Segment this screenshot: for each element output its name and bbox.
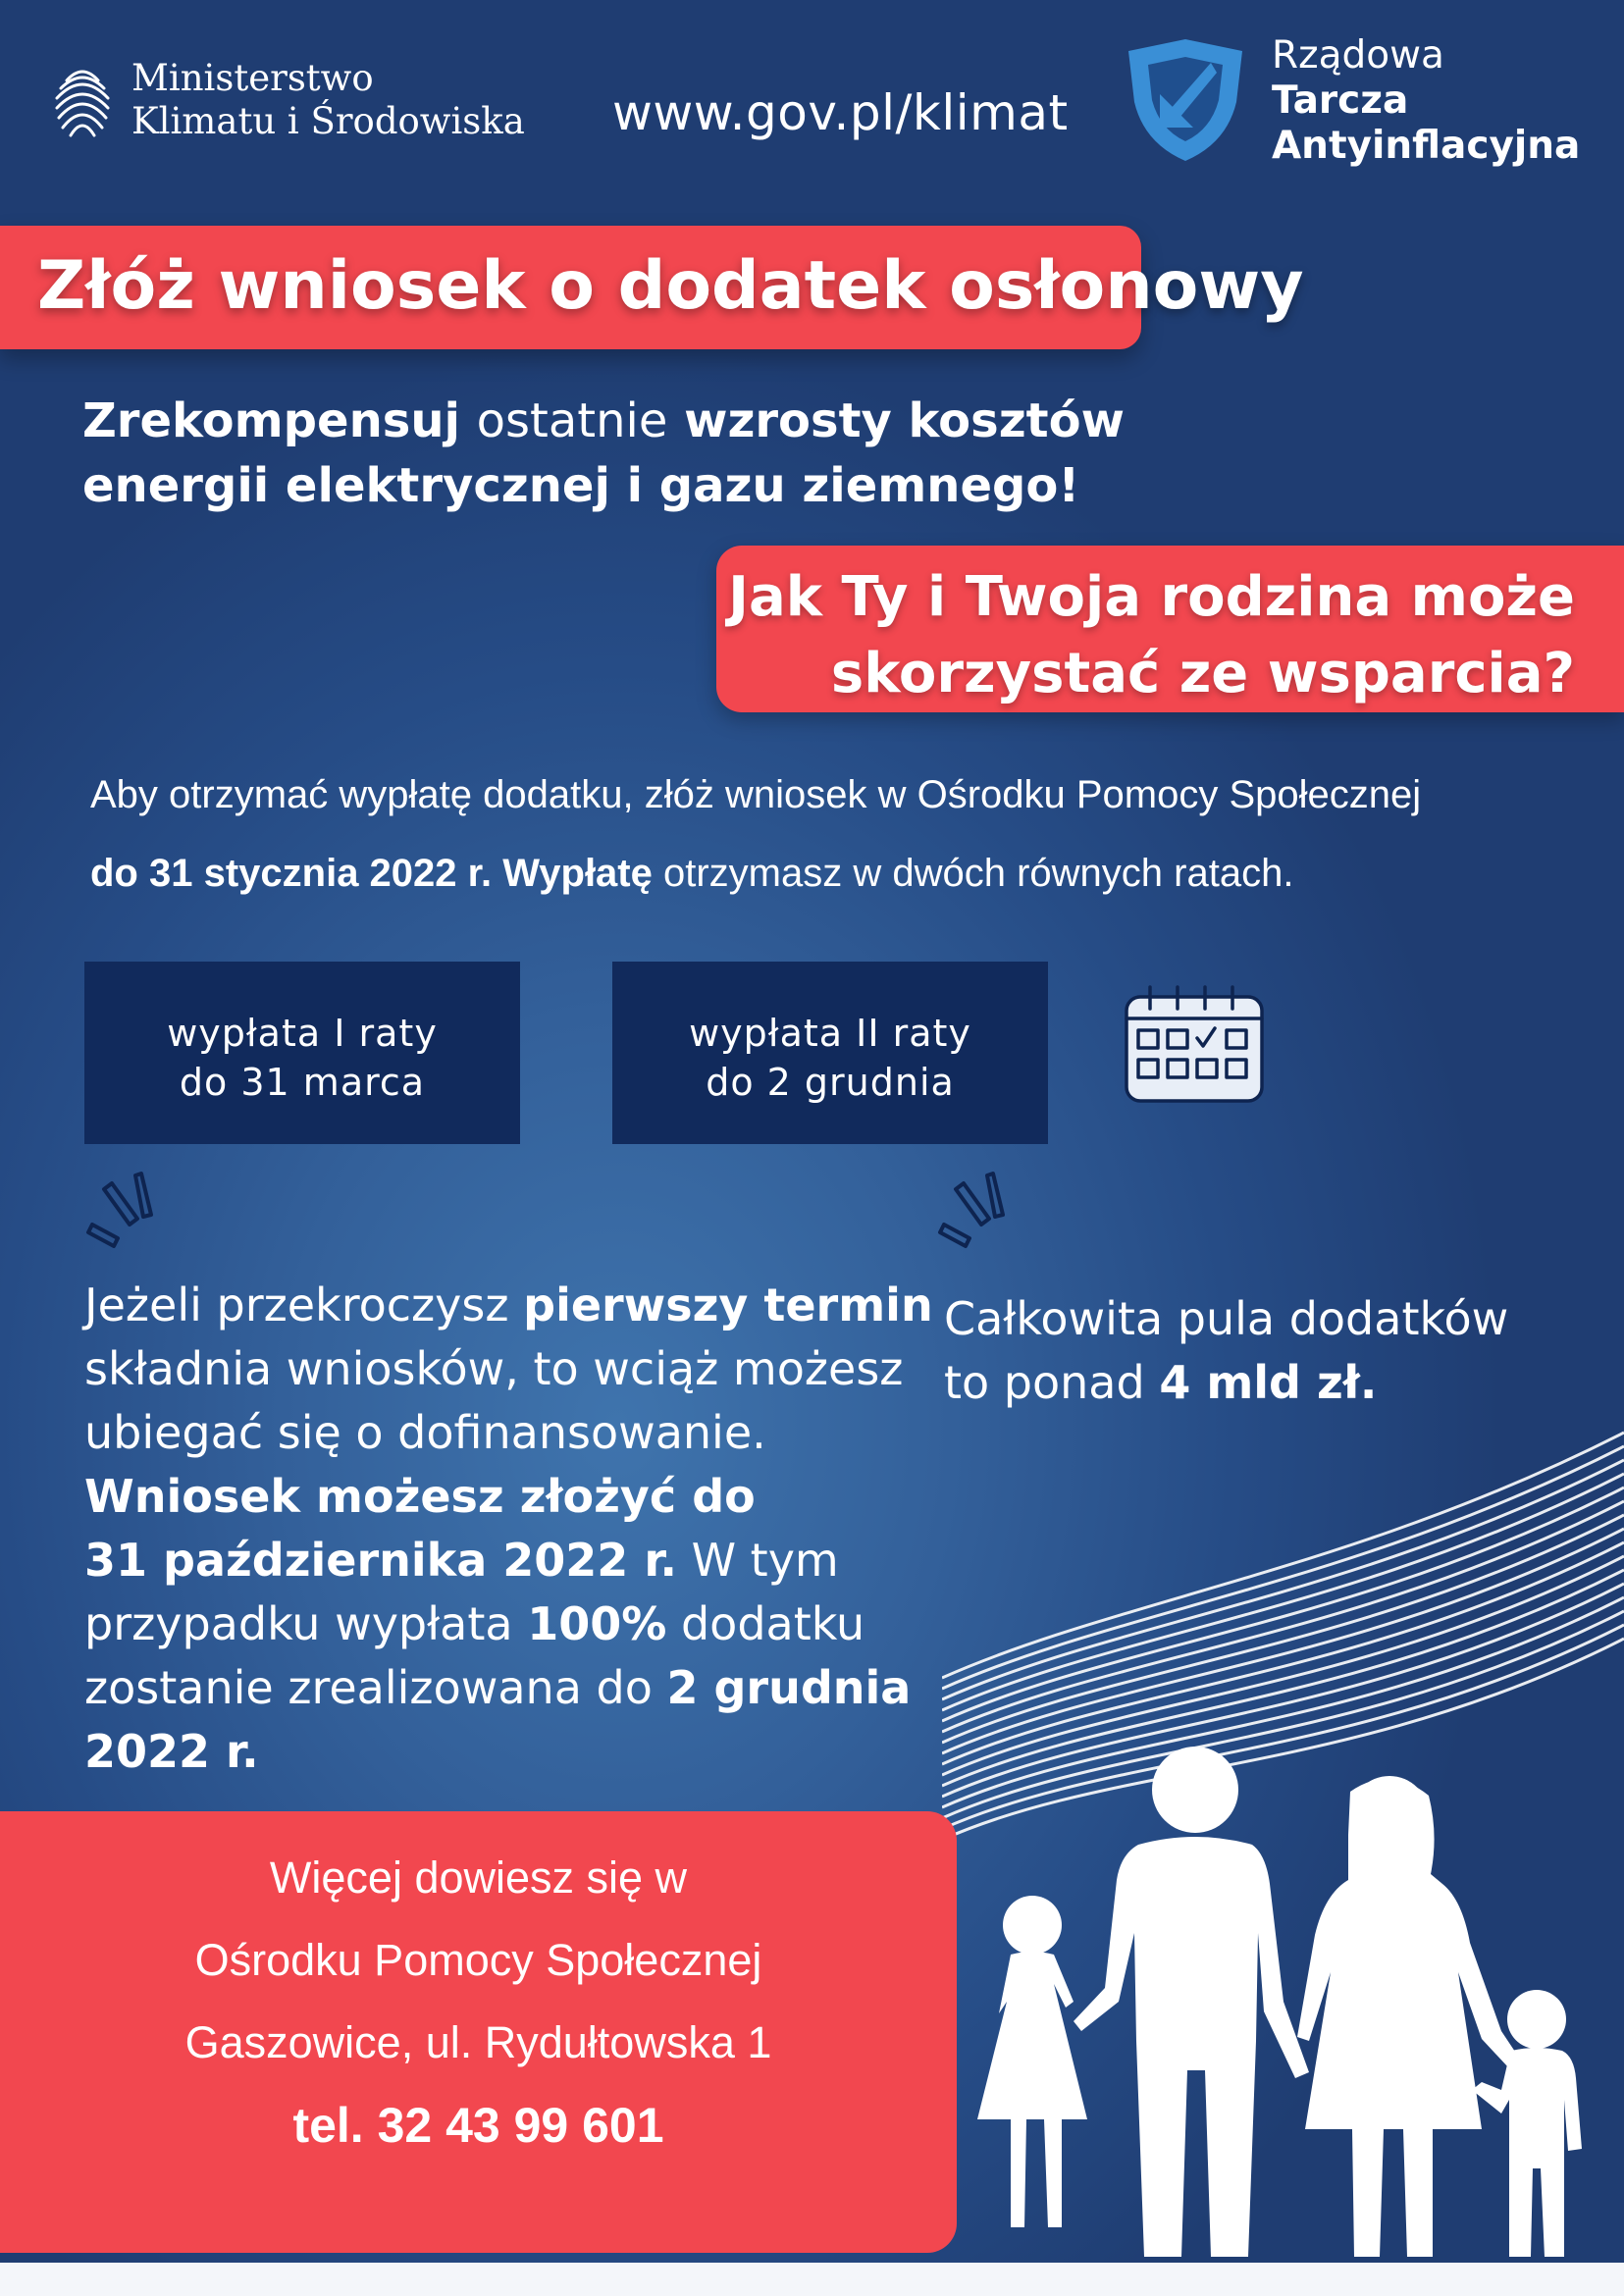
late-l1-thin: Jeżeli przekroczysz: [84, 1278, 509, 1331]
pool-line2-thin: to ponad: [944, 1356, 1145, 1409]
tarcza-line2: Tarcza: [1272, 78, 1409, 123]
question-banner: [716, 546, 1624, 712]
intro-word1: Zrekompensuj: [82, 393, 460, 448]
ministry-name-line1: Ministerstwo: [131, 57, 374, 99]
calendar-icon: [1123, 985, 1266, 1105]
intro-text: [82, 389, 1125, 518]
info-bold-deadline: do 31 stycznia 2022 r. Wypłatę: [90, 852, 653, 895]
pool-line2-bold: 4 mld zł.: [1159, 1356, 1378, 1409]
late-l3: ubiegać się o dofinansowanie.: [84, 1406, 766, 1459]
intro-line2: energii elektrycznej i gazu ziemnego!: [82, 458, 1080, 513]
ministry-swirl-logo-icon: [51, 59, 114, 141]
rate1-line1: wypłata I raty: [167, 1012, 438, 1055]
late-l7-bold: 2 grudnia: [666, 1661, 912, 1714]
tarcza-line3: Antyinflacyjna: [1272, 124, 1581, 168]
late-l4: Wniosek możesz złożyć do: [84, 1470, 756, 1523]
late-l2: składnia wniosków, to wciąż możesz: [84, 1342, 904, 1395]
late-l1-bold: pierwszy termin: [523, 1278, 933, 1331]
rate2-line2: do 2 grudnia: [706, 1061, 955, 1104]
headline-text: Złóż wniosek o dodatek osłonowy: [37, 247, 1304, 325]
tarcza-line1: Rządowa: [1272, 33, 1444, 78]
rate-box-second: [612, 962, 1048, 1144]
contact-address: Gaszowice, ul. Rydułtowska 1: [184, 2017, 772, 2067]
info-line2-rest: otrzymasz w dwóch równych ratach.: [663, 852, 1294, 895]
question-line2: skorzystać ze wsparcia?: [830, 642, 1575, 705]
late-l6-thin2: dodatku: [680, 1597, 865, 1650]
bottom-edge: [0, 2263, 1624, 2296]
late-l5-thin: W tym: [691, 1534, 839, 1587]
website-url[interactable]: www.gov.pl/klimat: [612, 84, 1069, 141]
late-l6-thin: przypadku wypłata: [84, 1597, 513, 1650]
late-application-paragraph: [84, 1274, 933, 1784]
contact-line2: Ośrodku Pomocy Społecznej: [194, 1935, 762, 1985]
family-silhouette-icon: [971, 1707, 1599, 2276]
info-paragraph: [90, 756, 1421, 913]
contact-phone[interactable]: tel. 32 43 99 601: [292, 2098, 664, 2153]
intro-word2: ostatnie: [476, 393, 668, 448]
rate1-line2: do 31 marca: [179, 1061, 426, 1104]
info-line1: Aby otrzymać wypłatę dodatku, złóż wniosek w Ośrodku Pomocy Społecznej: [90, 773, 1422, 816]
rate-box-first: [84, 962, 520, 1144]
tarcza-antyinflacyjna-title: [1272, 33, 1580, 169]
late-l6-bold: 100%: [527, 1597, 667, 1650]
intro-word3: wzrosty kosztów: [684, 393, 1125, 448]
contact-box: [0, 1811, 957, 2253]
late-l8: 2022 r.: [84, 1725, 259, 1778]
emphasis-lines-icon: [934, 1168, 1032, 1256]
rate2-line1: wypłata II raty: [689, 1012, 971, 1055]
late-l5-bold: 31 października 2022 r.: [84, 1534, 677, 1587]
emphasis-lines-icon: [82, 1168, 181, 1256]
late-l7-thin: zostanie zrealizowana do: [84, 1661, 653, 1714]
question-line1: Jak Ty i Twoja rodzina może: [728, 565, 1575, 629]
ministry-name: [131, 57, 525, 143]
ministry-name-line2: Klimatu i Środowiska: [131, 100, 525, 142]
shield-logo-icon: [1121, 33, 1250, 165]
pool-line1: Całkowita pula dodatków: [944, 1292, 1509, 1345]
contact-line1: Więcej dowiesz się w: [269, 1852, 688, 1903]
headline-banner: [0, 226, 1304, 349]
